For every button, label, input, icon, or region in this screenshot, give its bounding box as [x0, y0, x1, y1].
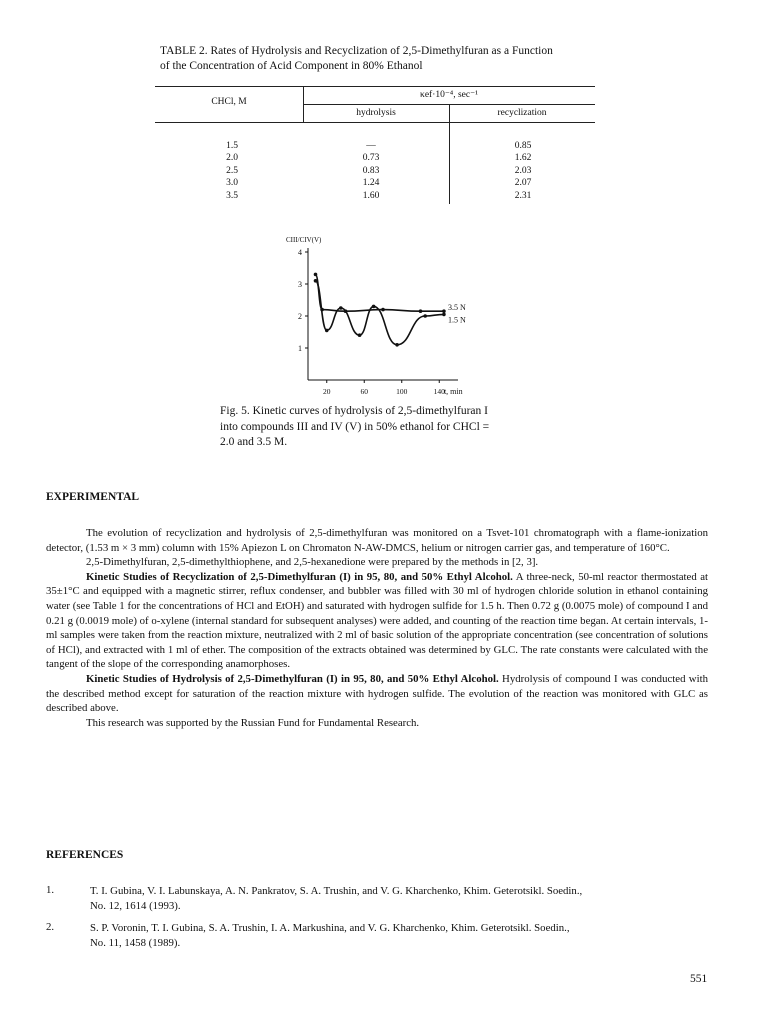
reference-line: No. 12, 1614 (1993). [90, 900, 181, 912]
table-caption-line2: of the Concentration of Acid Component in 80% Ethanol [160, 60, 423, 72]
kinetic-curves-chart [270, 232, 510, 400]
series-label: 3.5 N [447, 303, 466, 313]
x-tick-label: 60 [360, 387, 368, 396]
figure-caption-line2: into compounds III and IV (V) in 50% ethanol for CHCl = [220, 420, 490, 433]
table-cell: 1.5 [226, 141, 238, 151]
table-caption-line1: TABLE 2. Rates of Hydrolysis and Recyclization of 2,5-Dimethylfuran as a Function [160, 45, 553, 57]
paragraph-recyclization-kinetics [46, 570, 708, 672]
figure-caption [220, 404, 540, 451]
references-heading: REFERENCES [46, 849, 124, 861]
x-axis-label: t, min [443, 387, 463, 396]
table-cell: 2.31 [514, 190, 532, 201]
reference-line: S. P. Voronin, T. I. Gubina, S. A. Trushin, I. A. Markushina, and V. G. Kharchenko, Khim. Geterotsikl. Soedin., [90, 922, 570, 934]
figure-caption-line1: Fig. 5. Kinetic curves of hydrolysis of 2,5-dimethylfuran I [220, 405, 488, 417]
data-point [381, 308, 385, 312]
reference-line: No. 11, 1458 (1989). [90, 937, 181, 949]
paragraph-acknowledgement: This research was supported by the Russian Fund for Fundamental Research. [86, 716, 420, 729]
table-cell: 3.5 [226, 190, 238, 201]
hydrolysis-values-column [351, 140, 391, 202]
reference-line: T. I. Gubina, V. I. Labunskaya, A. N. Pankratov, S. A. Trushin, and V. G. Kharchenko, Khim. Geterotsikl. Soedin., [90, 885, 583, 897]
col-recyclization-header: recyclization [497, 108, 547, 118]
data-point [442, 313, 446, 317]
table-cell: 0.73 [362, 153, 380, 164]
y-tick-label: 1 [298, 344, 302, 353]
paragraph-hydrolysis-kinetics [46, 672, 708, 716]
table-cell: 0.85 [514, 141, 532, 151]
x-tick-label: 20 [323, 387, 331, 396]
data-point [339, 306, 343, 310]
paragraph-preparation: 2,5-Dimethylfuran, 2,5-dimethylthiophene, and 2,5-hexanedione were prepared by the methods in [2, 3]. [86, 556, 539, 569]
data-point [358, 333, 362, 337]
row-header: CHCl, M [211, 97, 247, 107]
reference-number: 2. [46, 921, 55, 933]
table-cell: 3.0 [226, 178, 238, 189]
data-point [423, 314, 427, 318]
table-cell: 0.83 [362, 165, 380, 176]
rate-table [155, 80, 595, 210]
table-cell: 2.5 [226, 165, 238, 176]
table-caption [160, 44, 640, 74]
table-cell: 1.62 [514, 153, 532, 164]
paragraph-text: Hydrolysis of compound I was conducted with the described method except for saturation of the reaction mixture with hydrogen sulfide. The evolution of the reaction was monitored with GLC as described above. [46, 672, 708, 715]
data-point [314, 279, 318, 283]
table-cell: 1.24 [362, 178, 380, 189]
rate-header: κef·10⁻⁴, sec⁻¹ [420, 90, 478, 100]
data-point [372, 305, 376, 309]
table-cell: 2.03 [514, 165, 532, 176]
x-tick-label: 100 [396, 387, 408, 396]
table-cell: — [366, 141, 376, 151]
table-cell: 2.0 [226, 153, 238, 164]
data-point [419, 309, 423, 313]
y-tick-label: 2 [298, 312, 302, 321]
series-line [316, 281, 444, 345]
series-label: 1.5 N [447, 315, 466, 325]
experimental-body [46, 526, 708, 730]
page-number: 551 [690, 973, 708, 985]
table-cell: 1.60 [362, 190, 380, 201]
paragraph-run-in-heading: Kinetic Studies of Recyclization of 2,5-Dimethylfuran (I) in 95, 80, and 50% Ethyl Alcohol. [86, 570, 513, 583]
experimental-heading: EXPERIMENTAL [46, 491, 140, 503]
reference-item [90, 884, 720, 914]
paragraph-run-in-heading: Kinetic Studies of Hydrolysis of 2,5-Dimethylfuran (I) in 95, 80, and 50% Ethyl Alcohol. [86, 672, 499, 685]
recyclization-values-column [503, 140, 543, 202]
paragraph-text: A three-neck, 50-ml reactor thermostated at 35±1°C and equipped with a magnetic stirrer, reflux condenser, and bubbler was filled with 30 ml of hydrogen chloride solution in ethanol containing water (see Table 1 for the concentrations of HCl and EtOH) and saturated with hydrogen sulfide for 1.5 h. Then 0.72 g (0.0075 mole) of compound I and 0.21 g (0.0019 mole) of o-xylene (internal standard for subsequent analyses) were added, and counting of the reaction time began. At certain intervals, 1-ml samples were taken from the reaction mixture, neutralized with 2 ml of basic solution of the appropriate concentration (see concentration of solutions of HCl), and extracted with 1 ml of ether. The composition of the extracts obtained was determined by GLC. The rate constants were calculated with the tangent of the slope of the corresponding anamorphoses. [46, 570, 708, 671]
data-point [442, 309, 446, 313]
table-cell: 2.07 [514, 178, 532, 189]
y-axis-label: CIII/CIV(V) [286, 236, 322, 244]
paragraph-instrumentation: The evolution of recyclization and hydrolysis of 2,5-dimethylfuran was monitored on a Tsvet-101 chromatograph with a flame-ionization detector, (1.53 m × 3 mm) column with 15% Apiezon L on Chromaton N-AW-DMCS, helium or nitrogen carrier gas, and temperature of 160°C. [46, 527, 708, 554]
reference-item [90, 921, 720, 951]
data-point [395, 343, 399, 347]
col-hydrolysis-header: hydrolysis [356, 108, 396, 118]
x-tick-label: 140 [433, 387, 445, 396]
series-line [316, 274, 444, 311]
y-tick-label: 3 [298, 280, 302, 289]
reference-number: 1. [46, 884, 55, 896]
figure-caption-line3: 2.0 and 3.5 M. [220, 436, 288, 448]
c-values-column [219, 140, 245, 202]
data-point [325, 329, 329, 333]
y-tick-label: 4 [298, 248, 302, 257]
data-point [314, 273, 318, 277]
